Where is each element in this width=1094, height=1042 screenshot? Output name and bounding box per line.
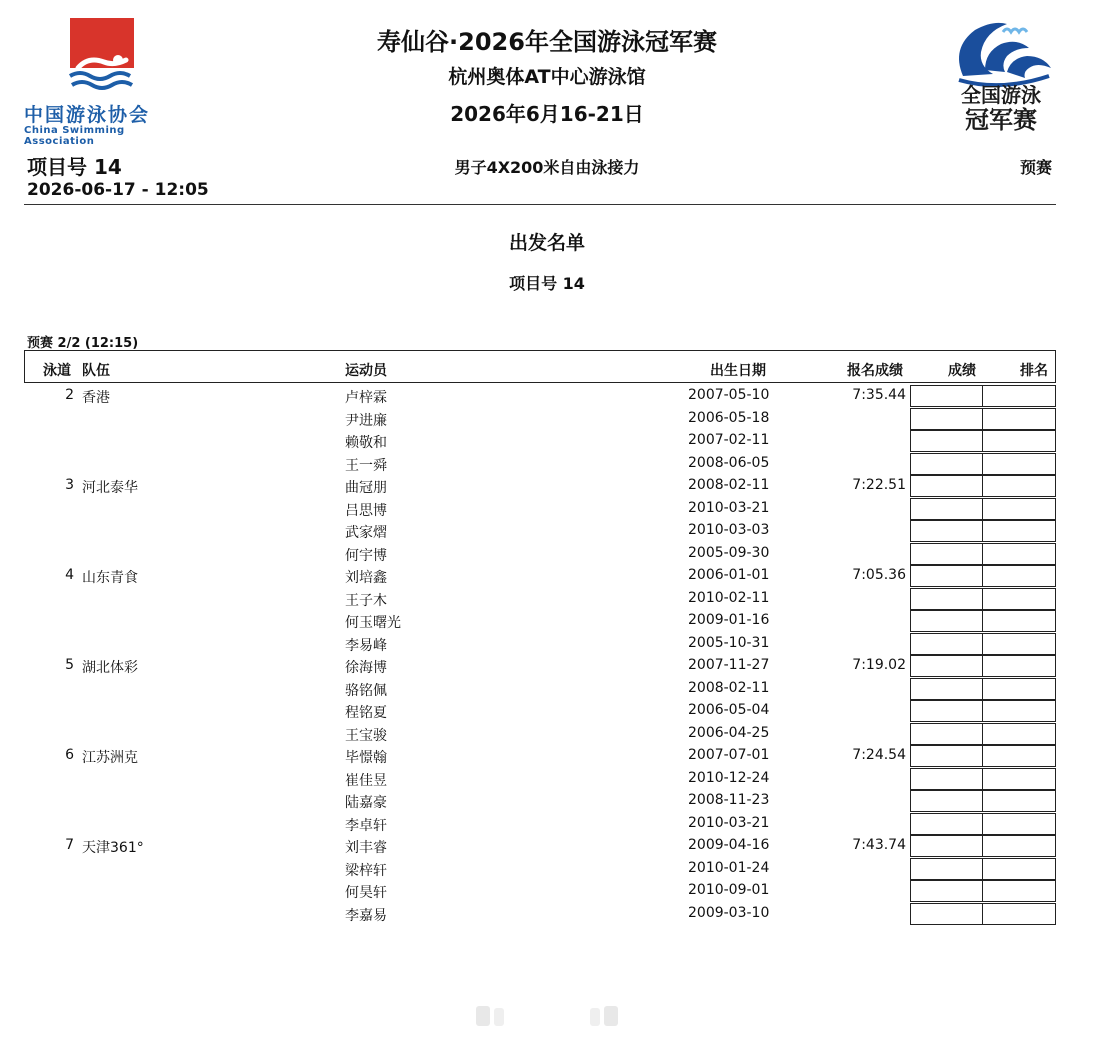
entry-time: 7:24.54 (852, 747, 906, 763)
athlete-name: 何昊轩 (345, 885, 387, 901)
athlete-name: 何宇博 (345, 547, 387, 564)
scroll-handle-icon (472, 996, 622, 1032)
athlete-name: 李卓轩 (345, 817, 387, 834)
athlete-dob: 2008-02-11 (688, 477, 770, 493)
athlete-dob: 2008-02-11 (688, 679, 770, 696)
table-row (0, 452, 1094, 475)
athlete-dob: 2008-11-23 (688, 792, 770, 808)
table-row (0, 407, 1094, 430)
athlete-dob: 2009-03-10 (688, 904, 770, 921)
table-row (0, 677, 1094, 700)
result-cell (910, 610, 983, 632)
team-name: 湖北体彩 (82, 660, 138, 676)
athlete-dob: 2005-09-30 (688, 544, 770, 561)
heat-label: 预赛 2/2 (12:15) (27, 336, 139, 351)
rank-cell (982, 745, 1056, 767)
rank-cell (982, 880, 1056, 902)
result-cell (910, 858, 983, 880)
team-name: 香港 (82, 390, 110, 406)
rank-cell (982, 768, 1056, 790)
logo-line1: 全国游泳 (961, 83, 1041, 107)
athlete-dob: 2007-07-01 (688, 747, 770, 763)
entry-time: 7:05.36 (852, 567, 906, 583)
entry-time: 7:43.74 (852, 837, 906, 853)
table-row (0, 587, 1094, 610)
rank-cell (982, 498, 1056, 520)
table-row (0, 789, 1094, 812)
result-cell (910, 790, 983, 812)
athlete-dob: 2006-05-04 (688, 702, 770, 718)
scroll-indicator[interactable] (472, 996, 622, 1032)
rank-cell (982, 678, 1056, 700)
event-datetime: 2026-06-17 - 12:05 (27, 180, 209, 200)
col-lane-header: 泳道 (43, 363, 71, 379)
document-title: 出发名单 (508, 232, 585, 254)
athlete-name: 毕憬翰 (345, 750, 387, 766)
rank-cell (982, 903, 1056, 925)
lane-number: 4 (65, 567, 74, 583)
venue: 杭州奥体AT中心游泳馆 (448, 66, 646, 88)
lane-number: 2 (65, 387, 74, 403)
rank-cell (982, 655, 1056, 677)
lane-number: 3 (65, 477, 74, 493)
entry-time: 7:35.44 (852, 387, 906, 403)
competition-dates: 2026年6月16-21日 (450, 102, 644, 126)
athlete-name: 刘培鑫 (345, 570, 387, 586)
rank-cell (982, 588, 1056, 610)
athlete-name: 曲冠朋 (345, 480, 387, 496)
header-divider (24, 204, 1056, 205)
rank-cell (982, 430, 1056, 452)
rank-cell (982, 790, 1056, 812)
table-row (0, 429, 1094, 452)
result-cell (910, 723, 983, 745)
table-row (0, 767, 1094, 790)
logo-line2: 冠军赛 (965, 106, 1037, 134)
athlete-name: 何玉曙光 (345, 615, 401, 631)
athlete-name: 刘丰睿 (345, 840, 387, 856)
athlete-dob: 2009-04-16 (688, 837, 770, 853)
athlete-dob: 2010-02-11 (688, 589, 770, 606)
result-cell (910, 880, 983, 902)
table-row (0, 902, 1094, 925)
entry-time: 7:22.51 (852, 477, 906, 493)
logo-text-cn: 中国游泳协会 (24, 104, 151, 126)
rank-cell (982, 813, 1056, 835)
athlete-name: 李嘉易 (345, 907, 387, 924)
athlete-dob: 2007-11-27 (688, 657, 770, 673)
logo-text-en: China Swimming Association (24, 125, 125, 147)
table-row (0, 879, 1094, 902)
result-cell (910, 498, 983, 520)
athlete-name: 王宝骏 (345, 727, 387, 744)
result-cell (910, 633, 983, 655)
table-row (0, 384, 1094, 407)
athlete-name: 赖敬和 (345, 435, 387, 451)
athlete-name: 李易峰 (345, 637, 387, 654)
rank-cell (982, 475, 1056, 497)
athlete-dob: 2006-05-18 (688, 409, 770, 426)
team-name: 江苏洲克 (82, 750, 138, 766)
result-cell (910, 655, 983, 677)
team-name: 山东青食 (82, 570, 138, 586)
table-row (0, 857, 1094, 880)
col-athlete-header: 运动员 (345, 363, 387, 379)
lane-number: 6 (65, 747, 74, 763)
table-row (0, 744, 1094, 767)
table-row (0, 542, 1094, 565)
result-cell (910, 520, 983, 542)
event-number: 项目号 14 (27, 155, 122, 179)
athlete-name: 王一舜 (345, 457, 387, 474)
col-entry-header: 报名成绩 (847, 363, 903, 379)
athlete-name: 武家熠 (345, 525, 387, 541)
table-row (0, 609, 1094, 632)
lane-number: 5 (65, 657, 74, 673)
athlete-dob: 2010-03-21 (688, 499, 770, 516)
table-row (0, 812, 1094, 835)
rank-cell (982, 520, 1056, 542)
table-row (0, 722, 1094, 745)
rank-cell (982, 835, 1056, 857)
athlete-dob: 2008-06-05 (688, 454, 770, 471)
athlete-name: 卢梓霖 (345, 390, 387, 406)
table-row (0, 699, 1094, 722)
result-cell (910, 678, 983, 700)
athlete-dob: 2010-03-03 (688, 522, 770, 538)
athlete-name: 程铭夏 (345, 705, 387, 721)
result-cell (910, 475, 983, 497)
lane-number: 7 (65, 837, 74, 853)
event-name: 男子4X200米自由泳接力 (454, 158, 640, 177)
result-cell (910, 453, 983, 475)
team-name: 天津361° (82, 840, 144, 856)
result-cell (910, 430, 983, 452)
result-cell (910, 408, 983, 430)
col-result-header: 成绩 (948, 363, 976, 379)
table-row (0, 834, 1094, 857)
athlete-dob: 2010-09-01 (688, 882, 770, 898)
rank-cell (982, 723, 1056, 745)
result-cell (910, 768, 983, 790)
athlete-dob: 2007-05-10 (688, 387, 770, 403)
entry-time: 7:19.02 (852, 657, 906, 673)
col-rank-header: 排名 (1020, 363, 1048, 379)
result-cell (910, 565, 983, 587)
rank-cell (982, 565, 1056, 587)
result-cell (910, 813, 983, 835)
col-team-header: 队伍 (82, 363, 110, 379)
table-row (0, 654, 1094, 677)
athlete-name: 吕思博 (345, 502, 387, 519)
athlete-name: 王子木 (345, 592, 387, 609)
athlete-dob: 2005-10-31 (688, 634, 770, 651)
rank-cell (982, 543, 1056, 565)
athlete-name: 尹进廉 (345, 412, 387, 429)
athlete-dob: 2006-01-01 (688, 567, 770, 583)
table-row (0, 564, 1094, 587)
result-cell (910, 835, 983, 857)
competition-title: 寿仙谷·2026年全国游泳冠军赛 (377, 28, 717, 56)
athlete-dob: 2009-01-16 (688, 612, 770, 628)
athlete-dob: 2010-01-24 (688, 859, 770, 876)
rank-cell (982, 700, 1056, 722)
result-cell (910, 903, 983, 925)
athlete-dob: 2010-12-24 (688, 769, 770, 786)
athlete-dob: 2007-02-11 (688, 432, 770, 448)
athlete-name: 崔佳昱 (345, 772, 387, 789)
rank-cell (982, 385, 1056, 407)
athlete-dob: 2006-04-25 (688, 724, 770, 741)
athlete-name: 梁梓轩 (345, 862, 387, 879)
athlete-name: 骆铭佩 (345, 682, 387, 699)
result-cell (910, 543, 983, 565)
result-cell (910, 700, 983, 722)
athlete-name: 徐海博 (345, 660, 387, 676)
table-row (0, 474, 1094, 497)
athlete-name: 陆嘉豪 (345, 795, 387, 811)
rank-cell (982, 633, 1056, 655)
team-name: 河北泰华 (82, 480, 138, 496)
rank-cell (982, 408, 1056, 430)
result-cell (910, 385, 983, 407)
athlete-dob: 2010-03-21 (688, 814, 770, 831)
table-row (0, 519, 1094, 542)
result-cell (910, 588, 983, 610)
table-row (0, 632, 1094, 655)
document-subtitle: 项目号 14 (509, 274, 585, 293)
rank-cell (982, 858, 1056, 880)
wave-emblem-icon (945, 18, 1057, 88)
result-cell (910, 745, 983, 767)
col-dob-header: 出生日期 (710, 363, 766, 379)
event-round: 预赛 (1019, 158, 1052, 177)
table-row (0, 497, 1094, 520)
rank-cell (982, 453, 1056, 475)
rank-cell (982, 610, 1056, 632)
national-championships-logo (945, 18, 1057, 136)
